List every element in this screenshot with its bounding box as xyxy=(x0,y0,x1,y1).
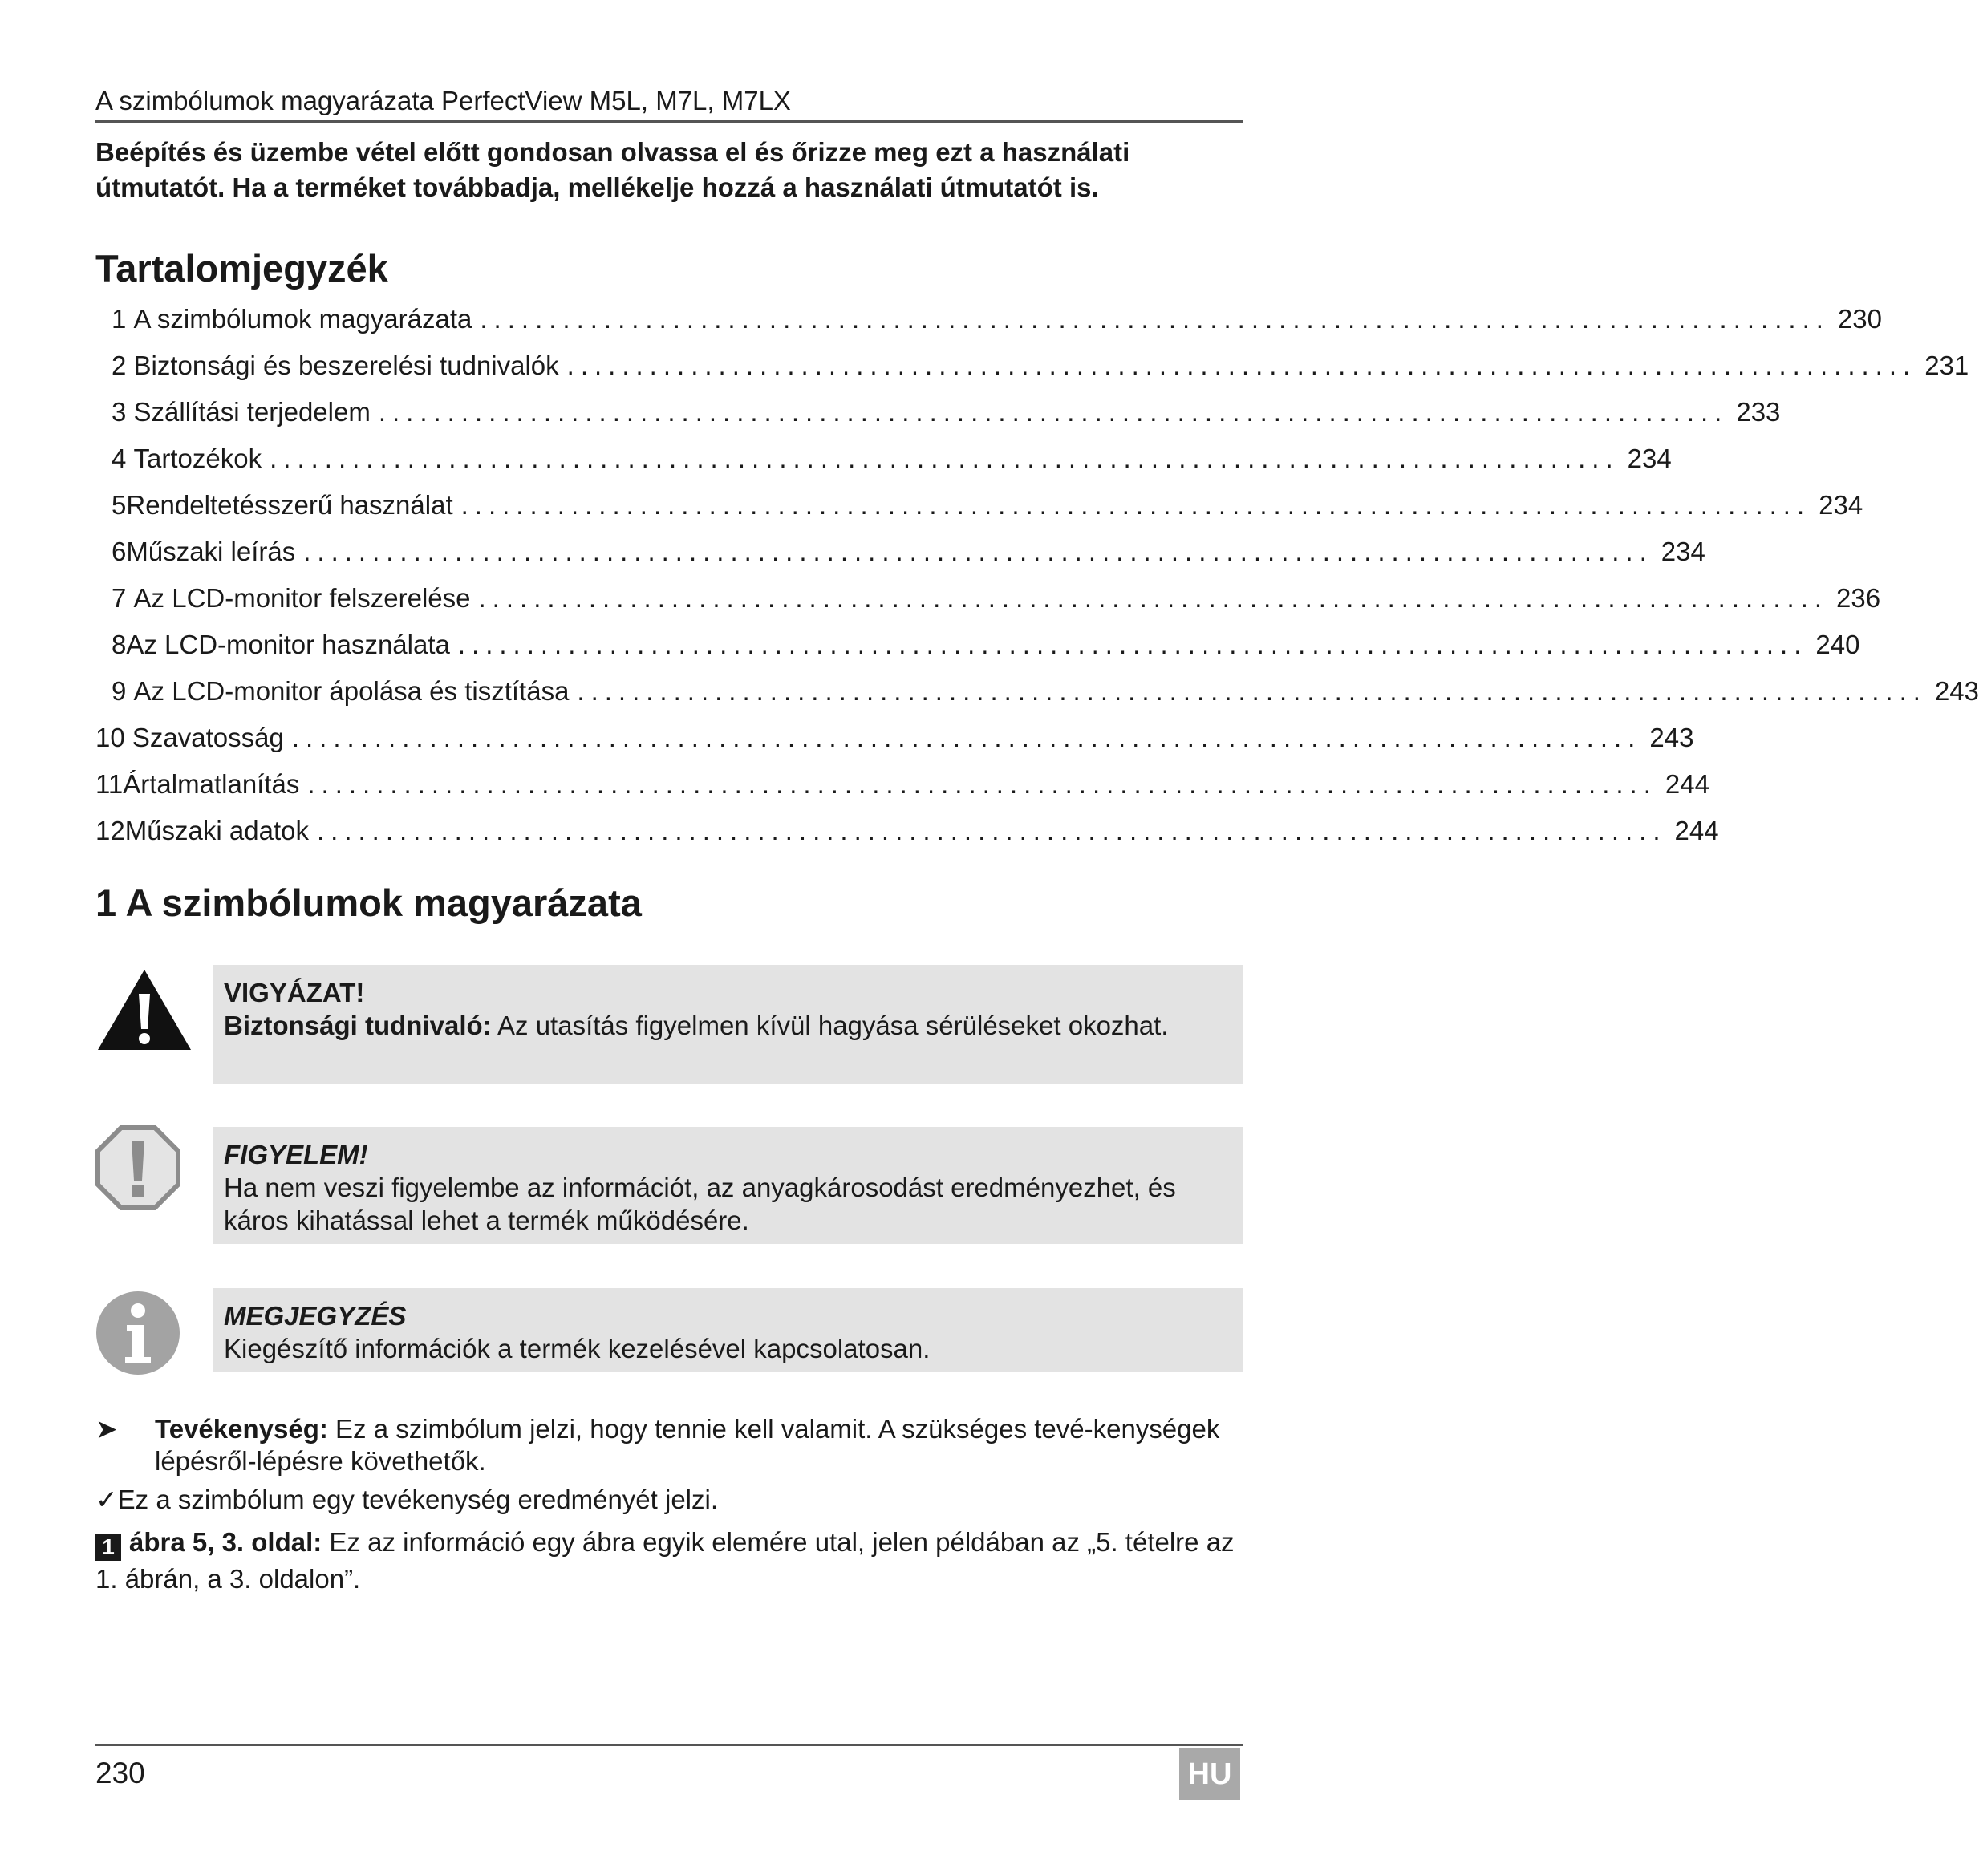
toc-leader-dots: .................................................................................................. xyxy=(577,676,1927,706)
figure-ref-lead: ábra 5, 3. oldal: xyxy=(129,1527,322,1557)
toc-leader-dots: .................................................................................................. xyxy=(270,444,1620,473)
toc-entry-number: 9 xyxy=(112,676,127,706)
info-icon xyxy=(95,1290,181,1376)
page-number: 230 xyxy=(95,1756,145,1789)
toc-entry-label: Az LCD-monitor ápolása és tisztítása xyxy=(133,676,570,706)
toc-leader-dots: .................................................................................................. xyxy=(317,816,1667,845)
toc-entry-number: 10 xyxy=(95,723,125,752)
toc-leader-dots: .................................................................................................. xyxy=(378,397,1729,427)
toc-leader-dots: .................................................................................................. xyxy=(303,537,1653,566)
toc-entry[interactable] xyxy=(112,393,1781,432)
toc-entry-label: Biztonsági és beszerelési tudnivalók xyxy=(133,350,559,380)
toc-entry-label: Rendeltetésszerű használat xyxy=(126,490,453,520)
toc-entry-label: Szállítási terjedelem xyxy=(133,397,371,427)
toc-entry[interactable] xyxy=(112,300,1882,338)
toc-entry-number: 7 xyxy=(112,583,127,613)
toc-entry-label: Műszaki leírás xyxy=(126,537,296,566)
toc-leader-dots: .................................................................................................. xyxy=(460,490,1811,520)
toc-entry[interactable] xyxy=(112,486,1863,525)
toc-entry-page: 243 xyxy=(1649,723,1694,752)
toc-entry-label: Tartozékok xyxy=(133,444,262,473)
action-body: Ez a szimbólum jelzi, hogy tennie kell valamit. A szükséges tevé-kenységek lépésről-lépésre követhetők. xyxy=(155,1414,1220,1476)
checkmark-icon: ✓ xyxy=(95,1485,118,1514)
toc-entry-page: 243 xyxy=(1934,676,1979,706)
figure-ref-text: Ez az információ egy ábra egyik elemére utal, jelen példában az „5. tételre az 1. ábrán, a 3. oldalon”. xyxy=(95,1527,1235,1594)
toc-entry[interactable] xyxy=(112,440,1672,478)
toc-entry-page: 236 xyxy=(1836,583,1881,613)
note-title: MEGJEGYZÉS xyxy=(224,1301,407,1331)
toc-entry[interactable] xyxy=(95,765,1709,804)
toc-entry-page: 240 xyxy=(1815,630,1860,659)
result-text: Ez a szimbólum egy tevékenység eredményét jelzi. xyxy=(117,1485,719,1514)
toc-entry-page: 234 xyxy=(1819,490,1863,520)
toc-entry[interactable] xyxy=(95,719,1694,757)
caution-octagon-icon xyxy=(95,1124,181,1211)
toc-entry[interactable] xyxy=(95,812,1719,850)
figure-number-box: 1 xyxy=(95,1534,121,1561)
toc-entry-number: 11 xyxy=(95,769,124,799)
toc-entry-page: 234 xyxy=(1661,537,1705,566)
toc-entry-label: Az LCD-monitor felszerelése xyxy=(133,583,471,613)
caution-title: FIGYELEM! xyxy=(224,1140,368,1169)
caution-box xyxy=(213,1127,1243,1244)
toc-entry-label: Műszaki adatok xyxy=(124,816,309,845)
toc-leader-dots: .................................................................................................. xyxy=(480,304,1830,334)
toc-leader-dots: .................................................................................................. xyxy=(291,723,1642,752)
toc-entry-page: 231 xyxy=(1924,350,1969,380)
toc-entry-number: 3 xyxy=(112,397,127,427)
toc-entry-label: Az LCD-monitor használata xyxy=(126,630,450,659)
note-box xyxy=(213,1288,1243,1372)
warning-body: Az utasítás figyelmen kívül hagyása sérüléseket okozhat. xyxy=(491,1011,1169,1040)
toc-entry-page: 230 xyxy=(1837,304,1882,334)
note-text: Kiegészítő információk a termék kezelésével kapcsolatosan. xyxy=(224,1334,931,1363)
running-header: A szimbólumok magyarázata PerfectView M5L, M7L, M7LX xyxy=(95,83,1243,123)
toc-entry-page: 233 xyxy=(1736,397,1781,427)
toc-heading: Tartalomjegyzék xyxy=(95,247,388,290)
toc-entry-number: 8 xyxy=(112,630,127,659)
toc-entry[interactable] xyxy=(112,626,1860,664)
toc-leader-dots: .................................................................................................. xyxy=(566,350,1917,380)
warning-box xyxy=(213,965,1243,1084)
toc-entry[interactable] xyxy=(112,533,1705,571)
warning-triangle-icon xyxy=(95,966,194,1053)
warning-text xyxy=(224,1009,1234,1042)
toc-entry[interactable] xyxy=(112,579,1881,618)
toc-entry-number: 5 xyxy=(112,490,127,520)
toc-entry-number: 2 xyxy=(112,350,127,380)
caution-text: Ha nem veszi figyelembe az információt, az anyagkárosodást eredményezhet, és káros kihatással lehet a termék működésére. xyxy=(224,1173,1176,1235)
language-badge: HU xyxy=(1179,1748,1240,1800)
toc-leader-dots: .................................................................................................. xyxy=(307,769,1657,799)
arrow-icon: ➤ xyxy=(95,1414,118,1444)
toc-entry-number: 12 xyxy=(95,816,125,845)
section-heading: 1 A szimbólumok magyarázata xyxy=(95,881,642,924)
toc-entry-label: A szimbólumok magyarázata xyxy=(133,304,472,334)
toc-leader-dots: .................................................................................................. xyxy=(478,583,1829,613)
warning-title: VIGYÁZAT! xyxy=(224,978,365,1007)
toc-entry-number: 6 xyxy=(112,537,127,566)
warning-lead: Biztonsági tudnivaló: xyxy=(224,1011,492,1040)
toc-entry[interactable] xyxy=(112,346,1969,385)
toc-entry-page: 234 xyxy=(1627,444,1672,473)
toc-entry-page: 244 xyxy=(1665,769,1709,799)
footer-rule xyxy=(95,1744,1243,1746)
intro-notice: Beépítés és üzembe vétel előtt gondosan olvassa el és őrizze meg ezt a használati útmutatót. Ha a terméket továbbadja, mellékelje hozzá a használati útmutatót is. xyxy=(95,137,1130,202)
toc-entry-label: Szavatosság xyxy=(132,723,284,752)
toc-entry-page: 244 xyxy=(1674,816,1719,845)
toc-entry[interactable] xyxy=(112,672,1979,711)
figure-reference xyxy=(95,1524,1251,1598)
toc-entry-number: 4 xyxy=(112,444,127,473)
toc-entry-number: 1 xyxy=(112,304,127,334)
toc-leader-dots: .................................................................................................. xyxy=(457,630,1808,659)
action-lead: Tevékenység: xyxy=(155,1414,328,1444)
result-item xyxy=(95,1484,718,1516)
action-text xyxy=(155,1413,1254,1477)
toc-entry-label: Ártalmatlanítás xyxy=(123,769,300,799)
